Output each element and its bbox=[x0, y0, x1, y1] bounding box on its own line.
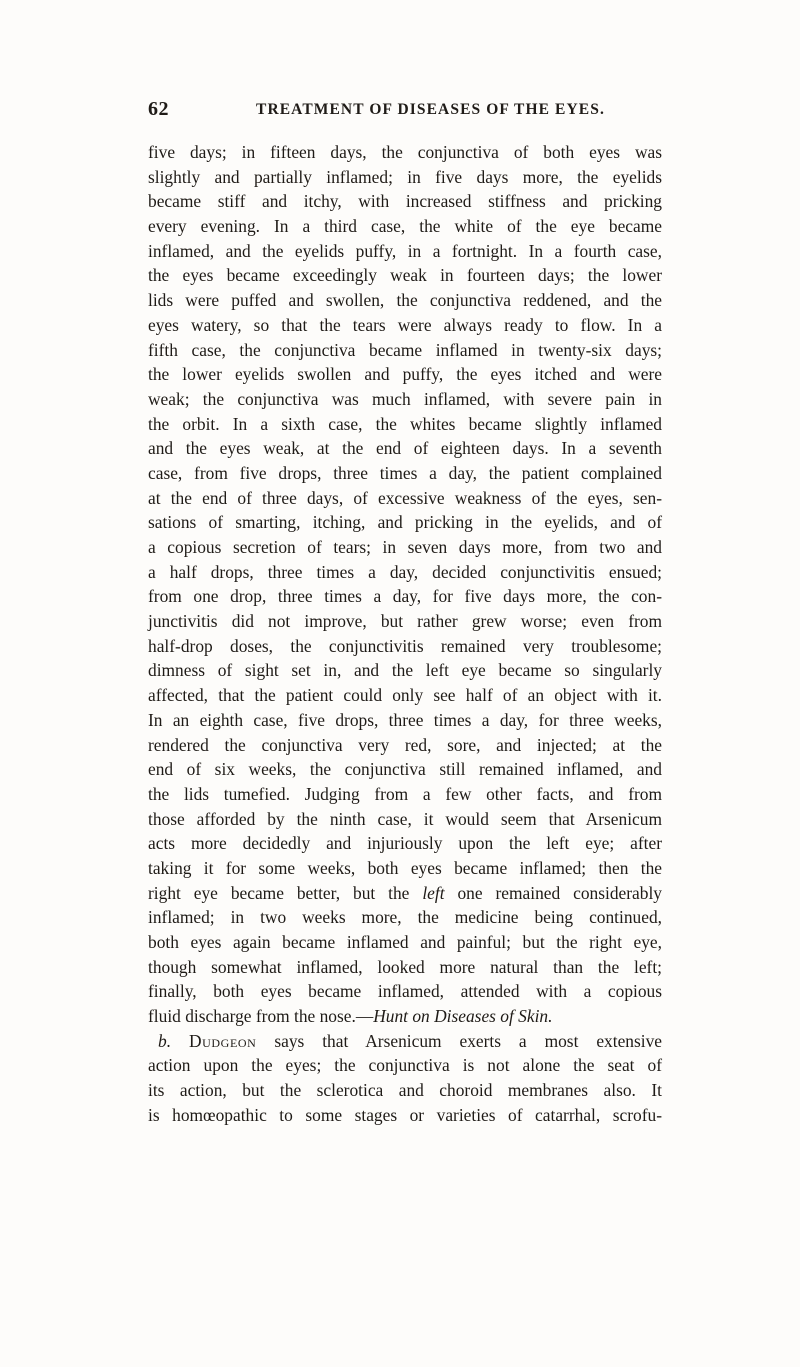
italic-word: left bbox=[422, 882, 445, 903]
text-line: five days; in fifteen days, the conjunctiva of both eyes was bbox=[148, 142, 662, 162]
text-line: half-drop doses, the conjunctivitis remained very troublesome; bbox=[148, 635, 662, 656]
text-line: taking it for some weeks, both eyes became inflamed; then the bbox=[148, 857, 662, 878]
text-line: its action, but the sclerotica and choroid membranes also. It bbox=[148, 1080, 662, 1101]
text-line: In an eighth case, five drops, three times a day, for three weeks, bbox=[148, 709, 662, 730]
text-line: from one drop, three times a day, for five days more, the con- bbox=[148, 586, 662, 607]
text-line: the orbit. In a sixth case, the whites became slightly inflamed bbox=[148, 413, 662, 434]
text-segment: right eye became better, but the bbox=[148, 882, 410, 903]
text-line: case, from five drops, three times a day, the patient complained bbox=[148, 462, 662, 483]
page-header bbox=[148, 98, 662, 124]
text-line: affected, that the patient could only see half of an object with it. bbox=[148, 685, 662, 706]
text-line: a copious secretion of tears; in seven days more, from two and bbox=[148, 537, 662, 557]
text-line: sations of smarting, itching, and pricking in the eyelids, and of bbox=[148, 512, 662, 533]
text-line: slightly and partially inflamed; in five days more, the eyelids bbox=[148, 166, 662, 187]
text-line: those afforded by the ninth case, it would seem that Arsenicum bbox=[148, 808, 662, 829]
text-line: the lids tumefied. Judging from a few other facts, and from bbox=[148, 783, 662, 804]
text-line: became stiff and itchy, with increased stiffness and pricking bbox=[148, 191, 662, 212]
text-line: junctivitis did not improve, but rather grew worse; even from bbox=[148, 611, 662, 632]
text-line: lids were puffed and swollen, the conjunctiva reddened, and the bbox=[148, 290, 662, 311]
text-line: the eyes became exceedingly weak in fourteen days; the lower bbox=[148, 265, 662, 286]
text-line: acts more decidedly and injuriously upon the left eye; after bbox=[148, 833, 662, 854]
running-title: TREATMENT OF DISEASES OF THE EYES. bbox=[256, 101, 605, 118]
text-line: rendered the conjunctiva very red, sore, and injected; at the bbox=[148, 734, 662, 755]
text-line: fifth case, the conjunctiva became inflamed in twenty-six days; bbox=[148, 339, 662, 360]
text-segment: fluid discharge from the nose.— bbox=[148, 1006, 374, 1027]
text-line: inflamed, and the eyelids puffy, in a fortnight. In a fourth case, bbox=[148, 240, 662, 261]
text-line bbox=[148, 881, 662, 906]
text-line bbox=[148, 1029, 662, 1054]
text-line: finally, both eyes became inflamed, attended with a copious bbox=[148, 981, 662, 1002]
text-line: and the eyes weak, at the end of eighteen days. In a seventh bbox=[148, 438, 662, 459]
text-line: dimness of sight set in, and the left eye became so singularly bbox=[148, 660, 662, 681]
text-line: the lower eyelids swollen and puffy, the eyes itched and were bbox=[148, 364, 662, 385]
text-line: inflamed; in two weeks more, the medicine being continued, bbox=[148, 907, 662, 928]
text-line bbox=[148, 1004, 662, 1029]
text-line: is homœopathic to some stages or varieties of catarrhal, scrofu- bbox=[148, 1104, 662, 1125]
text-line: both eyes again became inflamed and painful; but the right eye, bbox=[148, 932, 662, 952]
text-segment: one remained considerably bbox=[444, 882, 662, 903]
text-line: a half drops, three times a day, decided conjunctivitis ensued; bbox=[148, 561, 662, 582]
citation: Hunt on Diseases of Skin. bbox=[373, 1006, 553, 1027]
text-line: though somewhat inflamed, looked more natural than the left; bbox=[148, 956, 662, 977]
text-line: weak; the conjunctiva was much inflamed, with severe pain in bbox=[148, 388, 662, 409]
text-line: at the end of three days, of excessive weakness of the eyes, sen- bbox=[148, 487, 662, 508]
page-number: 62 bbox=[148, 98, 169, 120]
text-line: action upon the eyes; the conjunctiva is not alone the seat of bbox=[148, 1055, 662, 1076]
body-text bbox=[148, 140, 662, 1128]
text-line: end of six weeks, the conjunctiva still remained inflamed, and bbox=[148, 759, 662, 780]
paragraph-marker: b. bbox=[158, 1030, 172, 1051]
text-line: every evening. In a third case, the white of the eye became bbox=[148, 216, 662, 237]
author-name: Dudgeon bbox=[188, 1030, 257, 1051]
text-segment: says that Arsenicum exerts a most extensive bbox=[256, 1030, 662, 1051]
text-line: eyes watery, so that the tears were always ready to flow. In a bbox=[148, 314, 662, 335]
